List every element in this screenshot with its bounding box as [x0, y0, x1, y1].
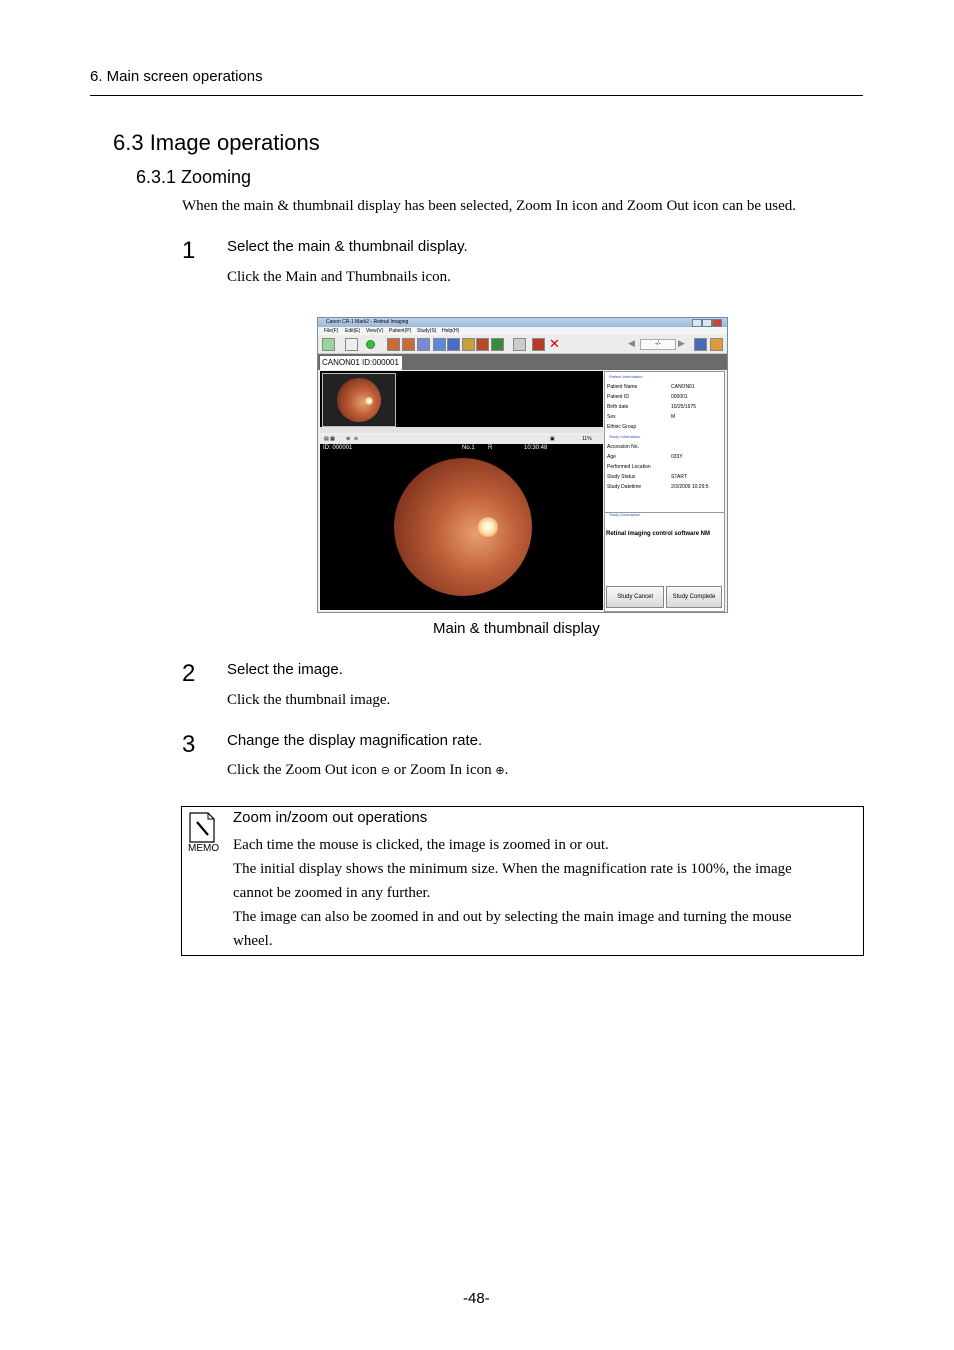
section-title: 6.3 Image operations	[113, 130, 320, 155]
thumbnail-optic-disc	[365, 397, 373, 405]
menu-help[interactable]: Help(H)	[442, 328, 460, 334]
memo-line: cannot be zoomed in any further.	[233, 885, 431, 901]
print-icon[interactable]	[513, 338, 526, 351]
description-text: Retinal imaging control software NM	[606, 531, 711, 537]
study-complete-button[interactable]: Study Complete	[666, 586, 722, 608]
info-label: Study Datetime	[607, 484, 642, 490]
memo-line: wheel.	[233, 933, 273, 949]
pager-field[interactable]: -/-	[640, 339, 676, 350]
memo-line: The initial display shows the minimum size. When the magnification rate is 100%, the image	[233, 861, 792, 877]
maximize-icon[interactable]	[702, 319, 712, 327]
info-panel	[604, 371, 725, 513]
step-body-text: Click the Zoom Out icon	[227, 762, 377, 778]
memo-line: Each time the mouse is clicked, the image is zoomed in or out.	[233, 837, 609, 853]
zoom-in-icon: ⊕	[495, 765, 505, 777]
info-value: M	[671, 414, 676, 420]
patient-tab[interactable]: CANON01 ID:000001	[320, 356, 402, 370]
info-value: 000001	[671, 394, 688, 400]
info-value: 033Y	[671, 454, 683, 460]
step-body: Click the Main and Thumbnails icon.	[227, 269, 451, 285]
figure-caption: Main & thumbnail display	[433, 620, 600, 637]
step-title: Select the main & thumbnail display.	[227, 238, 468, 255]
info-label: Ethnic Group	[607, 424, 637, 430]
step-body-text: .	[504, 762, 509, 778]
info-label: Study Status	[607, 474, 636, 480]
menu-view[interactable]: View(V)	[366, 328, 384, 334]
fit-icon[interactable]: ▣	[550, 436, 555, 442]
overlay-eye: R	[488, 445, 493, 451]
thumbnail-area	[320, 371, 603, 427]
zoom-readout: 11%	[582, 436, 592, 442]
step-body	[227, 762, 508, 779]
filter-icon[interactable]	[491, 338, 504, 351]
layout-thumbnails-icon[interactable]	[417, 338, 430, 351]
zoom-in-icon[interactable]: ⊕	[346, 436, 351, 442]
menu-file[interactable]: File(F)	[324, 328, 339, 334]
layout-main-thumb-icon[interactable]	[402, 338, 415, 351]
patient-tab-bar	[318, 354, 727, 370]
intro-paragraph: When the main & thumbnail display has been selected, Zoom In icon and Zoom Out icon can be used.	[182, 198, 797, 214]
study-info-group: Study Information	[609, 434, 641, 439]
image-toolbar	[320, 434, 603, 444]
info-label: Age	[607, 454, 616, 460]
capture-icon[interactable]	[345, 338, 358, 351]
running-header: 6. Main screen operations	[90, 68, 263, 85]
step-body: Click the thumbnail image.	[227, 692, 391, 708]
menu-patient[interactable]: Patient(P)	[389, 328, 412, 334]
color-icon[interactable]	[476, 338, 489, 351]
step-number: 2	[182, 660, 196, 687]
toolbar	[318, 335, 727, 354]
menu-edit[interactable]: Edit(E)	[345, 328, 361, 334]
compare-icon[interactable]	[447, 338, 460, 351]
next-icon[interactable]: ▶	[678, 338, 685, 348]
step-title: Change the display magnification rate.	[227, 732, 483, 749]
app-screenshot	[317, 317, 728, 613]
page-number: -48-	[463, 1290, 490, 1307]
main-image[interactable]	[320, 444, 603, 610]
info-label: Patient Name	[607, 384, 638, 390]
settings-icon[interactable]	[694, 338, 707, 351]
new-patient-icon[interactable]	[322, 338, 335, 351]
minimize-icon[interactable]	[692, 319, 702, 327]
overlay-id: ID: 000001	[323, 445, 353, 451]
thumbnail-image[interactable]	[322, 373, 396, 427]
thumbnail-fundus	[337, 378, 381, 422]
memo-title: Zoom in/zoom out operations	[233, 809, 428, 826]
memo-line: The image can also be zoomed in and out by selecting the main image and turning the mouse	[233, 909, 792, 925]
view-icon[interactable]: ▤ ▦	[324, 436, 335, 442]
info-label: Accession No.	[607, 444, 639, 450]
delete-icon[interactable]: ✕	[549, 336, 560, 351]
info-value: 10/25/1975	[671, 404, 697, 410]
main-fundus	[394, 458, 532, 596]
step-number: 1	[182, 237, 196, 264]
info-value: CANON01	[671, 384, 695, 390]
step-body-text: or Zoom In icon	[393, 762, 492, 778]
exit-icon[interactable]	[710, 338, 723, 351]
memo-text	[233, 833, 853, 953]
adjust-icon[interactable]	[462, 338, 475, 351]
menu-bar	[318, 327, 727, 335]
menu-study[interactable]: Study(S)	[417, 328, 437, 334]
patient-info-group: Patient Information	[609, 374, 643, 379]
overlay-number: No.1	[462, 445, 475, 451]
status-icon	[366, 340, 375, 349]
memo-icon	[188, 812, 216, 846]
study-cancel-button[interactable]: Study Cancel	[606, 586, 664, 608]
description-group: Study Description	[609, 512, 641, 517]
memo-label: MEMO	[188, 843, 220, 854]
search-icon[interactable]	[433, 338, 446, 351]
export-icon[interactable]	[532, 338, 545, 351]
zoom-out-icon[interactable]: ⊖	[354, 436, 359, 442]
window-title: Canon CR-1 Mark2 - Retinal Imaging	[326, 319, 409, 325]
layout-single-icon[interactable]	[387, 338, 400, 351]
info-value: 2/3/2009 10:29:5	[671, 484, 709, 490]
zoom-out-icon: ⊖	[380, 765, 390, 777]
info-label: Birth date	[607, 404, 629, 410]
info-value: START	[671, 474, 687, 480]
subsection-title: 6.3.1 Zooming	[136, 167, 252, 187]
info-label: Performed Location	[607, 464, 651, 470]
info-label: Patient ID	[607, 394, 629, 400]
step-number: 3	[182, 731, 196, 758]
close-icon[interactable]	[712, 319, 722, 327]
prev-icon[interactable]: ◀	[628, 338, 635, 348]
header-rule	[90, 95, 863, 96]
info-label: Sex	[607, 414, 616, 420]
step-title: Select the image.	[227, 661, 343, 678]
thumbnail-scrollbar[interactable]	[320, 427, 603, 433]
window-titlebar	[318, 318, 727, 327]
main-optic-disc	[478, 517, 498, 537]
overlay-time: 10:30:48	[524, 445, 548, 451]
